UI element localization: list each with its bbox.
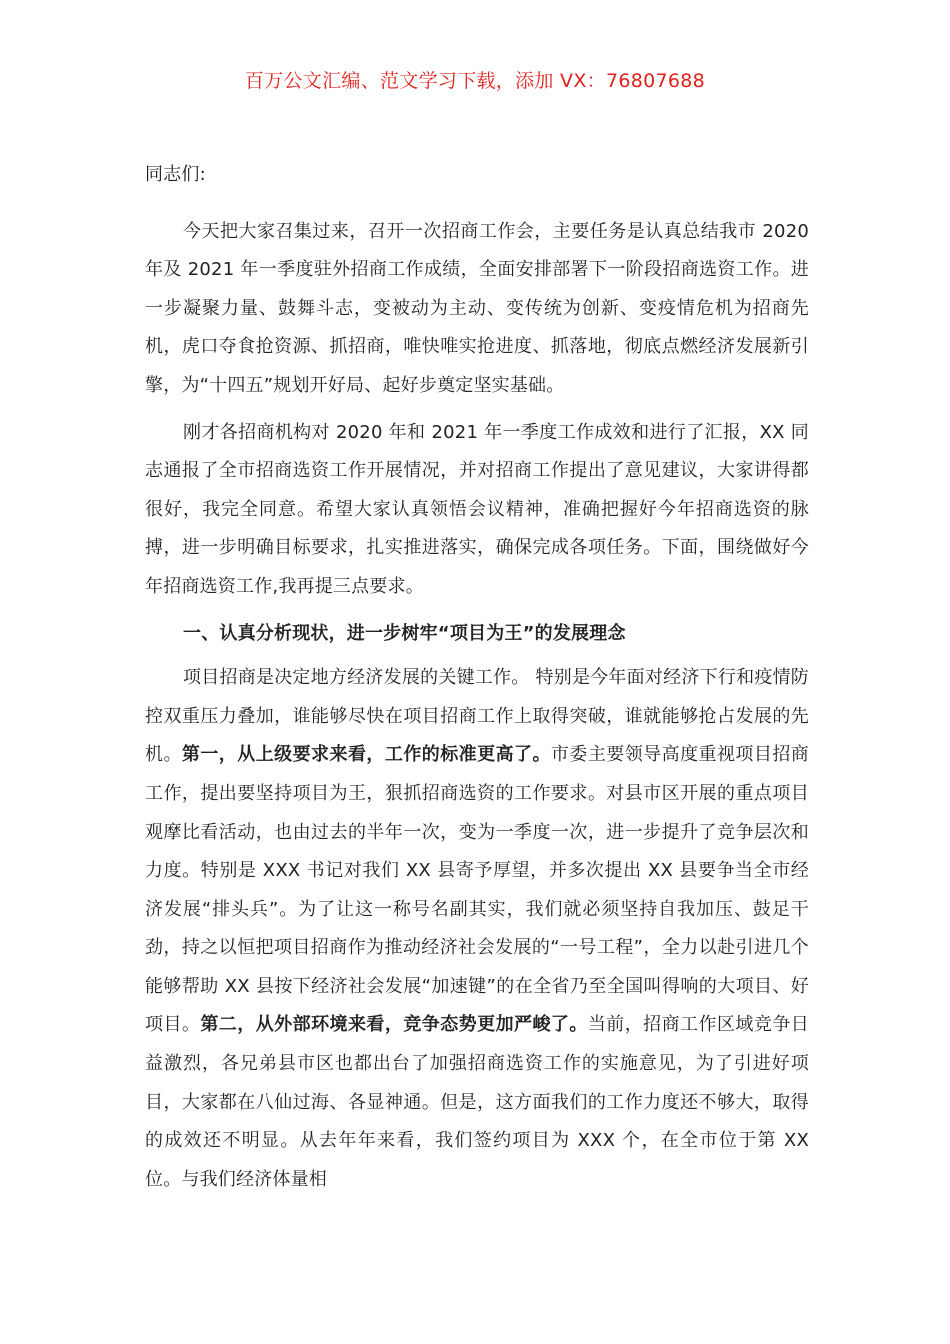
paragraph-text: 项目招商是决定地方经济发展的关键工作。 特别是今年面对经济下行和疫情防控双重压力叠加，谁能够尽快在项目招商工作上取得突破，谁就能够抢占发展的先机。: [145, 667, 809, 766]
paragraph-text: 市委主要领导高度重视项目招商工作，提出要坚持项目为王，狠抓招商选资的工作要求。对县市区开展的重点项目观摩比看活动，也由过去的半年一次，变为一季度一次，进一步提升了竞争层次和力度。特别是 XXX 书记对我们 XX 县寄予厚望，并多次提出 XX 县要争当全市经济发展“排头兵”。为了让这一称号名副其实，我们就必须坚持自我加压、鼓足干劲，持之以恒把项目招商作为推动经济社会发展的“一号工程”，全力以赴引进几个能够帮助 XX 县按下经济社会发展“加速键”的在全省乃至全国叫得响的大项目、好项目。: [145, 744, 809, 1036]
paragraph-section-1: [145, 659, 809, 1199]
promo-banner: 百万公文汇编、范文学习下载，添加 VX：76807688: [244, 70, 706, 92]
paragraph-text: 当前，招商工作区域竞争日益激烈，各兄弟县市区也都出台了加强招商选资工作的实施意见，为了引进好项目，大家都在八仙过海、各显神通。但是，这方面我们的工作力度还不够大，取得的成效还不明显。从去年年来看，我们签约项目为 XXX 个，在全市位于第 XX 位。与我们经济体量相: [145, 1014, 809, 1190]
bold-point-second: 第二，从外部环境来看，竞争态势更加严峻了。: [200, 1014, 588, 1036]
document-body: [145, 156, 809, 1207]
salutation: 同志们:: [145, 164, 206, 185]
section-heading-1: 一、认真分析现状，进一步树牢“项目为王”的发展理念: [183, 622, 626, 644]
paragraph-intro: 今天把大家召集过来，召开一次招商工作会，主要任务是认真总结我市 2020 年及 2021 年一季度驻外招商工作成绩，全面安排部署下一阶段招商选资工作。进一步凝聚力量、鼓舞斗志，变被动为主动、变传统为创新、变疫情危机为招商先机，虎口夺食抢资源、抓招商，唯快唯实抢进度、抓落地，彻底点燃经济发展新引擎，为“十四五”规划开好局、起好步奠定坚实基础。: [145, 220, 809, 396]
bold-point-first: 第一，从上级要求来看，工作的标准更高了。: [181, 744, 551, 766]
paragraph-review: 刚才各招商机构对 2020 年和 2021 年一季度工作成效和进行了汇报，XX 同志通报了全市招商选资工作开展情况，并对招商工作提出了意见建议，大家讲得都很好，我完全同意。希望大家认真领悟会议精神，准确把握好今年招商选资的脉搏，进一步明确目标要求，扎实推进落实，确保完成各项任务。下面，围绕做好今年招商选资工作,我再提三点要求。: [145, 421, 809, 597]
